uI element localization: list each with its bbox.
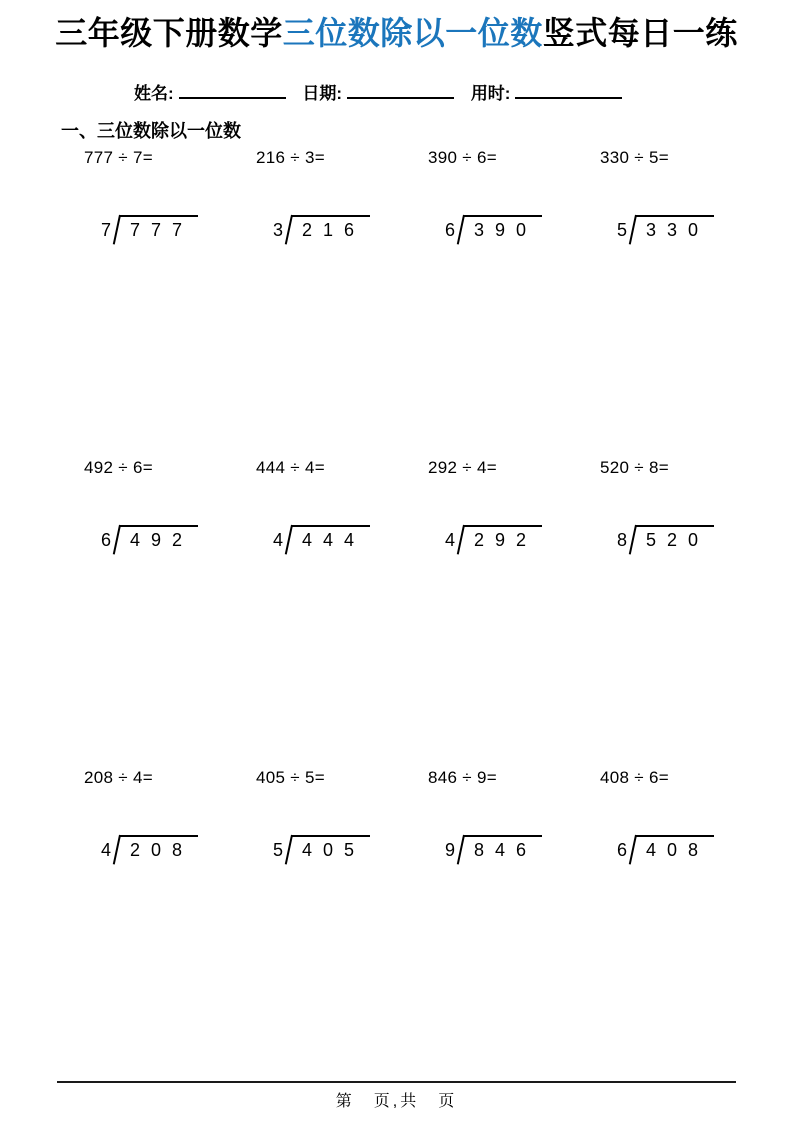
problem-expression: 208 ÷ 4= — [84, 768, 153, 787]
problem-expression: 520 ÷ 8= — [600, 458, 669, 477]
header-field-label: 用时: — [470, 84, 511, 103]
problem-cell — [428, 458, 600, 768]
problem-cell — [256, 148, 428, 458]
title-part-normal-2: 竖式每日一练 — [542, 15, 738, 51]
problem-expression: 846 ÷ 9= — [428, 768, 497, 787]
long-division-figure — [101, 215, 198, 241]
problem-expression: 408 ÷ 6= — [600, 768, 669, 787]
problem-cell — [600, 458, 772, 768]
title-part-accent: 三位数除以一位数 — [282, 15, 543, 51]
division-divisor: 5 — [617, 220, 628, 240]
long-division-figure — [617, 215, 714, 241]
header-field-date — [302, 79, 454, 104]
division-divisor: 4 — [445, 530, 456, 550]
problem-expression: 216 ÷ 3= — [256, 148, 325, 167]
long-division-figure — [273, 525, 370, 551]
division-divisor: 4 — [101, 840, 112, 860]
division-divisor: 9 — [445, 840, 456, 860]
long-division-figure — [445, 525, 542, 551]
header-field-label: 日期: — [302, 84, 343, 103]
division-divisor: 7 — [101, 220, 112, 240]
division-divisor: 3 — [273, 220, 284, 240]
division-divisor: 6 — [617, 840, 628, 860]
problem-expression: 777 ÷ 7= — [84, 148, 153, 167]
division-dividend: 292 — [464, 525, 542, 551]
division-dividend: 408 — [636, 835, 714, 861]
division-dividend: 390 — [464, 215, 542, 241]
division-dividend: 846 — [464, 835, 542, 861]
fill-in-blank-line — [347, 81, 454, 99]
division-divisor: 4 — [273, 530, 284, 550]
header-fields-row — [134, 79, 793, 104]
header-field-name — [134, 79, 286, 104]
problem-expression: 390 ÷ 6= — [428, 148, 497, 167]
division-divisor: 8 — [617, 530, 628, 550]
division-divisor: 6 — [445, 220, 456, 240]
problem-expression: 405 ÷ 5= — [256, 768, 325, 787]
division-dividend: 216 — [292, 215, 370, 241]
long-division-figure — [617, 525, 714, 551]
long-division-figure — [273, 835, 370, 861]
division-dividend: 777 — [120, 215, 198, 241]
fill-in-blank-line — [515, 81, 622, 99]
problem-expression: 330 ÷ 5= — [600, 148, 669, 167]
header-field-time — [471, 79, 623, 104]
long-division-figure — [445, 215, 542, 241]
problems-grid — [84, 148, 793, 1078]
long-division-figure — [101, 525, 198, 551]
division-dividend: 444 — [292, 525, 370, 551]
page-title — [0, 13, 793, 53]
fill-in-blank-line — [179, 81, 286, 99]
division-dividend: 208 — [120, 835, 198, 861]
problem-expression: 444 ÷ 4= — [256, 458, 325, 477]
division-divisor: 6 — [101, 530, 112, 550]
problem-expression: 492 ÷ 6= — [84, 458, 153, 477]
problem-cell — [84, 768, 256, 1078]
header-field-label: 姓名: — [134, 84, 174, 103]
long-division-figure — [445, 835, 542, 861]
problem-cell — [428, 148, 600, 458]
problem-cell — [84, 458, 256, 768]
footer-divider — [57, 1081, 736, 1083]
problem-cell — [256, 768, 428, 1078]
footer-page-text: 第 页,共 页 — [335, 1093, 458, 1110]
problem-cell — [84, 148, 256, 458]
division-dividend: 492 — [120, 525, 198, 551]
problem-cell — [428, 768, 600, 1078]
long-division-figure — [617, 835, 714, 861]
division-dividend: 330 — [636, 215, 714, 241]
problem-cell — [256, 458, 428, 768]
division-dividend: 405 — [292, 835, 370, 861]
division-dividend: 520 — [636, 525, 714, 551]
title-part-normal-1: 三年级下册数学 — [55, 15, 283, 51]
section-heading: 一、三位数除以一位数 — [61, 121, 241, 141]
problem-cell — [600, 148, 772, 458]
division-divisor: 5 — [273, 840, 284, 860]
problem-cell — [600, 768, 772, 1078]
long-division-figure — [273, 215, 370, 241]
problem-expression: 292 ÷ 4= — [428, 458, 497, 477]
long-division-figure — [101, 835, 198, 861]
